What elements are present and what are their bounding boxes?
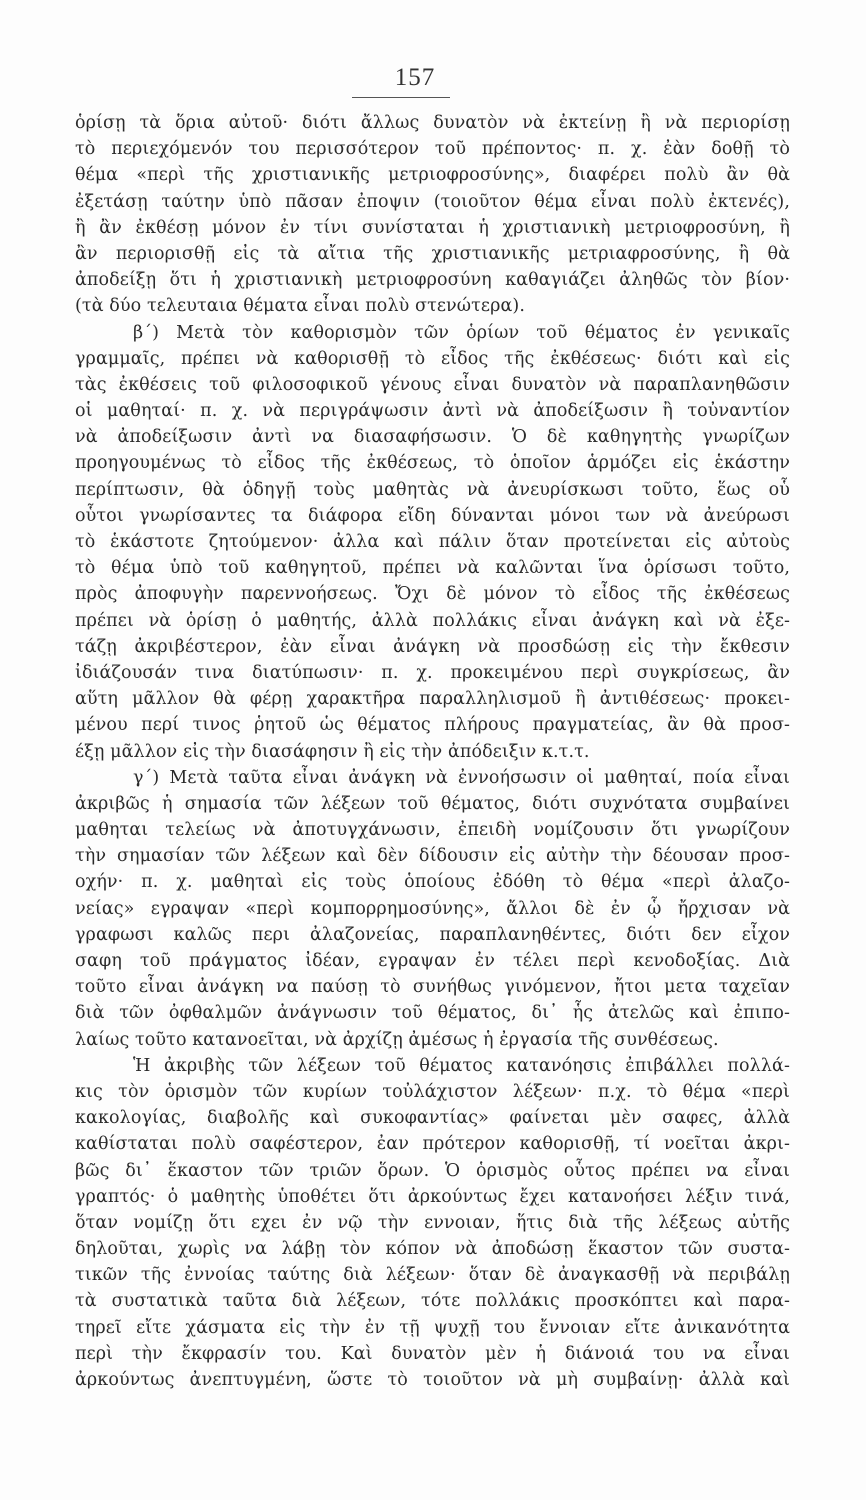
text-line: σαφη τοῦ πράγματος ἰδέαν, εγραψαν ἐν τέλει περὶ κενοδοξίας. Διὰ (75, 951, 790, 971)
text-line: κις τὸν ὁρισμὸν τῶν κυρίων τοὐλάχιστον λέξεων· π.χ. τὸ θέμα «περὶ (75, 1081, 790, 1102)
text-line: (τὰ δύο τελευταια θέματα εἶναι πολὺ στενώτερα). (75, 296, 525, 317)
text-line: νείας» εγραψαν «περὶ κομπορρημοσύνης», ἄλλοι δὲ ἐν ᾧ ἤρχισαν νὰ (75, 898, 790, 919)
text-line: γ´) Μετὰ ταῦτα εἶναι ἀνάγκη νὰ ἐννοήσωσιν οἱ μαθηταί, ποία εἶναι (133, 767, 790, 788)
text-line: ὁρίσῃ τὰ ὅρια αὐτοῦ· διότι ἄλλως δυνατὸν νὰ ἐκτείνῃ ἢ νὰ περιορίσῃ (75, 113, 790, 133)
text-line: προηγουμένως τὸ εἶδος τῆς ἐκθέσεως, τὸ ὁποῖον ἁρμόζει εἰς ἑκάστην (75, 453, 790, 474)
text-line: ἀκριβῶς ἡ σημασία τῶν λέξεων τοῦ θέματος, διότι συχνότατα συμβαίνει (75, 793, 790, 814)
text-line: ἀποδείξῃ ὅτι ἡ χριστιανικὴ μετριοφροσύνη καθαγιάζει ἀληθῶς τὸν βίον· (75, 270, 790, 291)
text-line: οχήν· π. χ. μαθηταὶ εἰς τοὺς ὁποίους ἐδόθη τὸ θέμα «περὶ ἀλαζο- (75, 872, 790, 893)
text-line: ἂν περιορισθῇ εἰς τὰ αἴτια τῆς χριστιανικῆς μετριαφροσύνης, ἢ θὰ (75, 243, 790, 264)
text-line: τὴν σημασίαν τῶν λέξεων καὶ δὲν δίδουσιν εἰς αὐτὴν τὴν δέουσαν προσ- (75, 846, 790, 867)
text-line: γραπτός· ὁ μαθητὴς ὑποθέτει ὅτι ἀρκούντως ἔχει κατανοήσει λέξιν τινά, (75, 1186, 790, 1207)
text-line: βῶς δι᾽ ἕκαστον τῶν τριῶν ὅρων. Ὁ ὁρισμὸς οὗτος πρέπει να εἶναι (75, 1160, 790, 1181)
text-line: μαθηται τελείως νὰ ἀποτυγχάνωσιν, ἐπειδὴ νομίζουσιν ὅτι γνωρίζουν (75, 820, 790, 841)
text-line: ἢ ἂν ἐκθέσῃ μόνον ἐν τίνι συνίσταται ἡ χριστιανικὴ μετριοφροσύνη, ἢ (75, 217, 790, 238)
text-line: τάζῃ ἀκριβέστερον, ἐὰν εἶναι ἀνάγκη νὰ προσδώσῃ εἰς τὴν ἔκθεσιν (75, 636, 790, 657)
text-line: οἱ μαθηταί· π. χ. νὰ περιγράψωσιν ἀντὶ νὰ ἀποδείξωσιν ἢ τοὐναντίον (75, 401, 790, 422)
text-line: πρὸς ἀποφυγὴν παρεννοήσεως. Ὄχι δὲ μόνον τὸ εἶδος τῆς ἐκθέσεως (75, 584, 790, 605)
text-line: ἰδιάζουσάν τινα διατύπωσιν· π. χ. προκειμένου περὶ συγκρίσεως, ἂν (75, 662, 790, 683)
text-line: οὗτοι γνωρίσαντες τα διάφορα εἴδη δύνανται μόνοι των νὰ ἀνεύρωσι (75, 505, 790, 526)
text-line: γραμμαῖς, πρέπει νὰ καθορισθῇ τὸ εἶδος τῆς ἐκθέσεως· διότι καὶ εἰς (75, 348, 790, 369)
text-line: νὰ ἀποδείξωσιν ἀντὶ να διασαφήσωσιν. Ὁ δὲ καθηγητὴς γνωρίζων (75, 427, 790, 448)
text-line: ὅταν νομίζῃ ὅτι εχει ἐν νῷ τὴν εννοιαν, ἥτις διὰ τῆς λέξεως αὐτῆς (75, 1212, 790, 1233)
text-line: τοῦτο εἶναι ἀνάγκη να παύσῃ τὸ συνήθως γινόμενον, ἤτοι μετα ταχεῖαν (75, 977, 790, 998)
text-line: Ἡ ἀκριβὴς τῶν λέξεων τοῦ θέματος κατανόησις ἐπιβάλλει πολλά- (133, 1055, 790, 1076)
text-line: αὕτη μᾶλλον θὰ φέρῃ χαρακτῆρα παραλληλισμοῦ ἢ ἀντιθέσεως· προκει- (75, 689, 790, 710)
text-line: λαίως τοῦτο κατανοεῖται, νὰ ἀρχίζῃ ἀμέσως ἡ ἐργασία τῆς συνθέσεως. (75, 1029, 719, 1050)
text-line: έξῃ μᾶλλον εἰς τὴν διασάφησιν ἢ εἰς τὴν ἀπόδειξιν κ.τ.τ. (75, 741, 590, 762)
text-line: περίπτωσιν, θὰ ὁδηγῇ τοὺς μαθητὰς νὰ ἀνευρίσκωσι τοῦτο, ἕως οὗ (75, 479, 790, 500)
text-line: τὰ συστατικὰ ταῦτα διὰ λέξεων, τότε πολλάκις προσκόπτει καὶ παρα- (75, 1291, 790, 1312)
text-line: τὸ θέμα ὑπὸ τοῦ καθηγητοῦ, πρέπει νὰ καλῶνται ἵνα ὁρίσωσι τοῦτο, (75, 558, 790, 579)
text-line: γραφωσι καλῶς περι ἀλαζονείας, παραπλανηθέντες, διότι δεν εἶχον (75, 924, 790, 945)
page-number: 157 (394, 64, 436, 91)
text-line: τικῶν τῆς ἐννοίας ταύτης διὰ λέξεων· ὅταν δὲ ἀναγκασθῇ νὰ περιβάλῃ (75, 1265, 790, 1286)
text-line: ἐξετάσῃ ταύτην ὑπὸ πᾶσαν ἐποψιν (τοιοῦτον θέμα εἶναι πολὺ ἐκτενές), (75, 191, 790, 212)
text-line: θέμα «περὶ τῆς χριστιανικῆς μετριοφροσύνης», διαφέρει πολὺ ἂν θὰ (75, 165, 790, 186)
text-line: τὸ ἑκάστοτε ζητούμενον· ἀλλα καὶ πάλιν ὅταν προτείνεται εἰς αὐτοὺς (75, 532, 790, 552)
text-line: β´) Μετὰ τὸν καθορισμὸν τῶν ὁρίων τοῦ θέματος ἐν γενικαῖς (133, 322, 790, 343)
text-line: περὶ τὴν ἔκφρασίν του. Καὶ δυνατὸν μὲν ἡ διάνοιά του να εἶναι (75, 1343, 790, 1364)
text-line: ἀρκούντως ἀνεπτυγμένη, ὥστε τὸ τοιοῦτον νὰ μὴ συμβαίνῃ· ἀλλὰ καὶ (75, 1370, 790, 1390)
text-line: καθίσταται πολὺ σαφέστερον, ἐαν πρότερον καθορισθῇ, τί νοεῖται ἀκρι- (75, 1134, 790, 1155)
text-line: τηρεῖ εἴτε χάσματα εἰς τὴν ἐν τῇ ψυχῇ του ἔννοιαν εἴτε ἀνικανότητα (75, 1317, 790, 1338)
page-body-text (75, 110, 790, 1393)
text-line: δηλοῦται, χωρὶς να λάβῃ τὸν κόπον νὰ ἀποδώσῃ ἕκαστον τῶν συστα- (75, 1239, 790, 1260)
page-number-rule (352, 97, 450, 98)
text-line: τὰς ἐκθέσεις τοῦ φιλοσοφικοῦ γένους εἶναι δυνατὸν νὰ παραπλανηθῶσιν (75, 374, 790, 395)
text-line: μένου περί τινος ῥητοῦ ὡς θέματος πλήρους πραγματείας, ἂν θὰ προσ- (75, 715, 790, 736)
text-line: τὸ περιεχόμενόν του περισσότερον τοῦ πρέποντος· π. χ. ἐὰν δοθῇ τὸ (75, 139, 790, 160)
text-line: διὰ τῶν ὀφθαλμῶν ἀνάγνωσιν τοῦ θέματος, δι᾽ ἧς ἀτελῶς καὶ ἐπιπο- (75, 1003, 790, 1024)
text-line: κακολογίας, διαβολῆς καὶ συκοφαντίας» φαίνεται μὲν σαφες, ἀλλὰ (75, 1108, 790, 1129)
text-line: πρέπει νὰ ὁρίσῃ ὁ μαθητής, ἀλλὰ πολλάκις εἶναι ἀνάγκη καὶ νὰ ἐξε- (75, 610, 790, 631)
